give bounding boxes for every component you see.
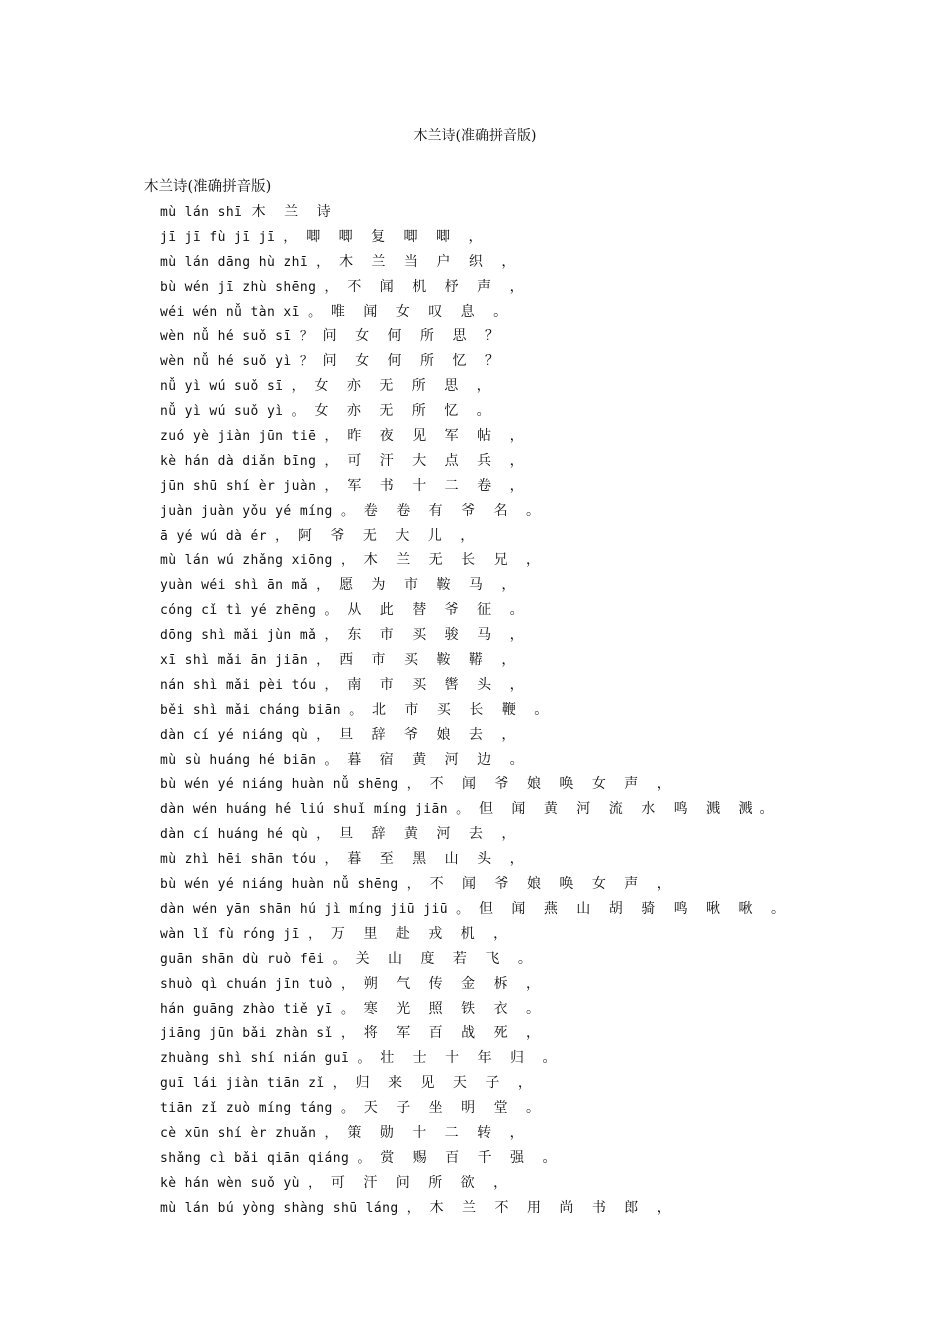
poem-line: [160, 1171, 920, 1196]
hanzi-text: 木 兰 当 户 织 ，: [339, 253, 523, 270]
hanzi-text: 不 闻 爷 娘 唤 女 声 ，: [429, 776, 678, 793]
pinyin-text: guān shān dù ruò fēi 。: [160, 951, 347, 967]
pinyin-text: zhuàng shì shí nián guī 。: [160, 1051, 371, 1067]
hanzi-text: 军 书 十 二 卷 ，: [347, 477, 531, 494]
hanzi-text: 万 里 赴 戎 机 ，: [330, 925, 515, 942]
hanzi-text: 唧 唧 复 唧 唧 ，: [306, 228, 490, 245]
pinyin-text: mù sù huáng hé biān 。: [160, 752, 338, 768]
hanzi-text: 不 闻 爷 娘 唤 女 声 ，: [429, 876, 678, 893]
pinyin-text: wéi wén nǚ tàn xī 。: [160, 304, 322, 320]
hanzi-text: 朔 气 传 金 柝 ，: [363, 975, 548, 992]
pinyin-text: wèn nǚ hé suǒ sī ？: [160, 329, 314, 345]
hanzi-text: 天 子 坐 明 堂 。: [363, 1100, 548, 1117]
pinyin-text: bù wén jī zhù shēng ，: [160, 279, 338, 295]
hanzi-text: 从 此 替 爷 征 。: [347, 602, 531, 619]
pinyin-text: wèn nǚ hé suǒ yì ？: [160, 354, 314, 370]
pinyin-text: dàn wén yān shān hú jì míng jiū jiū 。: [160, 901, 470, 917]
hanzi-text: 问 女 何 所 忆 ？: [322, 353, 506, 370]
pinyin-text: nǚ yì wú suǒ yì 。: [160, 404, 306, 420]
hanzi-text: 但 闻 黄 河 流 水 鸣 溅 溅。: [478, 801, 781, 818]
hanzi-text: 女 亦 无 所 思 ，: [314, 378, 498, 395]
poem-line: [160, 698, 920, 723]
hanzi-text: 女 亦 无 所 忆 。: [314, 403, 498, 420]
hanzi-text: 昨 夜 见 军 帖 ，: [347, 428, 531, 445]
poem-line: [160, 449, 920, 474]
pinyin-text: cóng cǐ tì yé zhēng 。: [160, 603, 338, 619]
hanzi-text: 阿 爷 无 大 儿 ，: [297, 527, 482, 544]
hanzi-text: 木 兰 无 长 兄 ，: [363, 552, 548, 569]
pinyin-text: juàn juàn yǒu yé míng 。: [160, 503, 355, 519]
pinyin-text: xī shì mǎi ān jiān ，: [160, 653, 330, 669]
poem-line: [160, 673, 920, 698]
hanzi-text: 西 市 买 鞍 鞯 ，: [339, 652, 523, 669]
pinyin-text: jiāng jūn bǎi zhàn sǐ ，: [160, 1026, 355, 1042]
poem-line: [160, 847, 920, 872]
hanzi-text: 木 兰 诗: [251, 204, 338, 220]
pinyin-text: mù lán bú yòng shàng shū láng ，: [160, 1200, 421, 1216]
pinyin-text: cè xūn shí èr zhuǎn ，: [160, 1125, 338, 1141]
poem-line: [160, 424, 920, 449]
poem-line: [160, 648, 920, 673]
pinyin-text: dōng shì mǎi jùn mǎ ，: [160, 628, 338, 644]
pinyin-text: dàn cí huáng hé qù ，: [160, 827, 330, 843]
poem-lines: [160, 200, 920, 1221]
pinyin-text: shǎng cì bǎi qiān qiáng 。: [160, 1150, 371, 1166]
poem-line: [160, 1121, 920, 1146]
pinyin-text: tiān zǐ zuò míng táng 。: [160, 1101, 355, 1117]
poem-line: [160, 897, 920, 922]
pinyin-text: mù lán shī: [160, 205, 243, 220]
poem-line: [160, 972, 920, 997]
hanzi-text: 卷 卷 有 爷 名 。: [363, 502, 548, 519]
pinyin-text: dàn cí yé niáng qù ，: [160, 727, 330, 743]
poem-line: [160, 374, 920, 399]
hanzi-text: 可 汗 问 所 欲 ，: [330, 1174, 515, 1191]
poem-line: [160, 772, 920, 797]
pinyin-text: hán guāng zhào tiě yī 。: [160, 1001, 355, 1017]
pinyin-text: bù wén yé niáng huàn nǚ shēng ，: [160, 877, 421, 893]
poem-line: [160, 598, 920, 623]
pinyin-text: ā yé wú dà ér ，: [160, 528, 289, 544]
hanzi-text: 唯 闻 女 叹 息 。: [330, 303, 515, 320]
pinyin-text: mù lán wú zhǎng xiōng ，: [160, 553, 355, 569]
poem-line: [160, 324, 920, 349]
poem-line: [160, 748, 920, 773]
hanzi-text: 暮 宿 黄 河 边 。: [347, 751, 531, 768]
hanzi-text: 不 闻 机 杼 声 ，: [347, 278, 531, 295]
hanzi-text: 寒 光 照 铁 衣 。: [363, 1000, 548, 1017]
poem-line: [160, 300, 920, 325]
hanzi-text: 关 山 度 若 飞 。: [355, 950, 539, 967]
pinyin-text: kè hán dà diǎn bīng ，: [160, 453, 338, 469]
pinyin-text: bù wén yé niáng huàn nǚ shēng ，: [160, 777, 421, 793]
hanzi-text: 北 市 买 长 鞭 。: [372, 701, 556, 718]
poem-line: [160, 275, 920, 300]
pinyin-text: yuàn wéi shì ān mǎ ，: [160, 578, 330, 594]
poem-line: [160, 499, 920, 524]
hanzi-text: 问 女 何 所 思 ？: [322, 328, 506, 345]
poem-line: [160, 250, 920, 275]
poem-line: [160, 922, 920, 947]
poem-line: [160, 1196, 920, 1221]
poem-line: [160, 723, 920, 748]
hanzi-text: 但 闻 燕 山 胡 骑 鸣 啾 啾 。: [478, 900, 793, 917]
hanzi-text: 赏 赐 百 千 强 。: [380, 1149, 564, 1166]
poem-line: [160, 349, 920, 374]
poem-line: [160, 822, 920, 847]
poem-line: [160, 997, 920, 1022]
hanzi-text: 东 市 买 骏 马 ，: [347, 627, 531, 644]
pinyin-text: nǚ yì wú suǒ sī ，: [160, 379, 306, 395]
pinyin-text: jūn shū shí èr juàn ，: [160, 478, 338, 494]
hanzi-text: 愿 为 市 鞍 马 ，: [339, 577, 523, 594]
hanzi-text: 策 勋 十 二 转 ，: [347, 1124, 531, 1141]
hanzi-text: 可 汗 大 点 兵 ，: [347, 452, 531, 469]
pinyin-text: guī lái jiàn tiān zǐ ，: [160, 1076, 347, 1092]
poem-line: [160, 524, 920, 549]
pinyin-text: dàn wén huáng hé liú shuǐ míng jiān 。: [160, 802, 470, 818]
poem-line: [160, 797, 920, 822]
hanzi-text: 壮 士 十 年 归 。: [380, 1050, 564, 1067]
hanzi-text: 暮 至 黑 山 头 ，: [347, 851, 531, 868]
poem-line: [160, 200, 920, 225]
poem-line: [160, 225, 920, 250]
hanzi-text: 旦 辞 爷 娘 去 ，: [339, 726, 523, 743]
poem-line: [160, 1071, 920, 1096]
hanzi-text: 将 军 百 战 死 ，: [363, 1025, 548, 1042]
page-header-title: 木兰诗(准确拼音版): [413, 128, 537, 144]
pinyin-text: běi shì mǎi cháng biān 。: [160, 702, 363, 718]
poem-line: [160, 1146, 920, 1171]
pinyin-text: jī jī fù jī jī ，: [160, 229, 297, 245]
poem-line: [160, 474, 920, 499]
hanzi-text: 南 市 买 辔 头 ，: [347, 676, 531, 693]
poem-line: [160, 947, 920, 972]
hanzi-text: 木 兰 不 用 尚 书 郎 ，: [429, 1199, 678, 1216]
poem-line: [160, 623, 920, 648]
poem-line: [160, 399, 920, 424]
pinyin-text: kè hán wèn suǒ yù ，: [160, 1175, 322, 1191]
pinyin-text: mù lán dāng hù zhī ，: [160, 254, 330, 270]
poem-line: [160, 872, 920, 897]
pinyin-text: mù zhì hēi shān tóu ，: [160, 852, 338, 868]
pinyin-text: wàn lǐ fù róng jī ，: [160, 926, 322, 942]
poem-line: [160, 1021, 920, 1046]
poem-line: [160, 1046, 920, 1071]
pinyin-text: shuò qì chuán jīn tuò ，: [160, 976, 355, 992]
hanzi-text: 旦 辞 黄 河 去 ，: [339, 826, 523, 843]
poem-line: [160, 548, 920, 573]
document-title: 木兰诗(准确拼音版): [144, 179, 272, 195]
poem-line: [160, 1096, 920, 1121]
pinyin-text: zuó yè jiàn jūn tiē ，: [160, 429, 338, 445]
hanzi-text: 归 来 见 天 子 ，: [355, 1075, 539, 1092]
pinyin-text: nán shì mǎi pèi tóu ，: [160, 677, 338, 693]
poem-line: [160, 573, 920, 598]
